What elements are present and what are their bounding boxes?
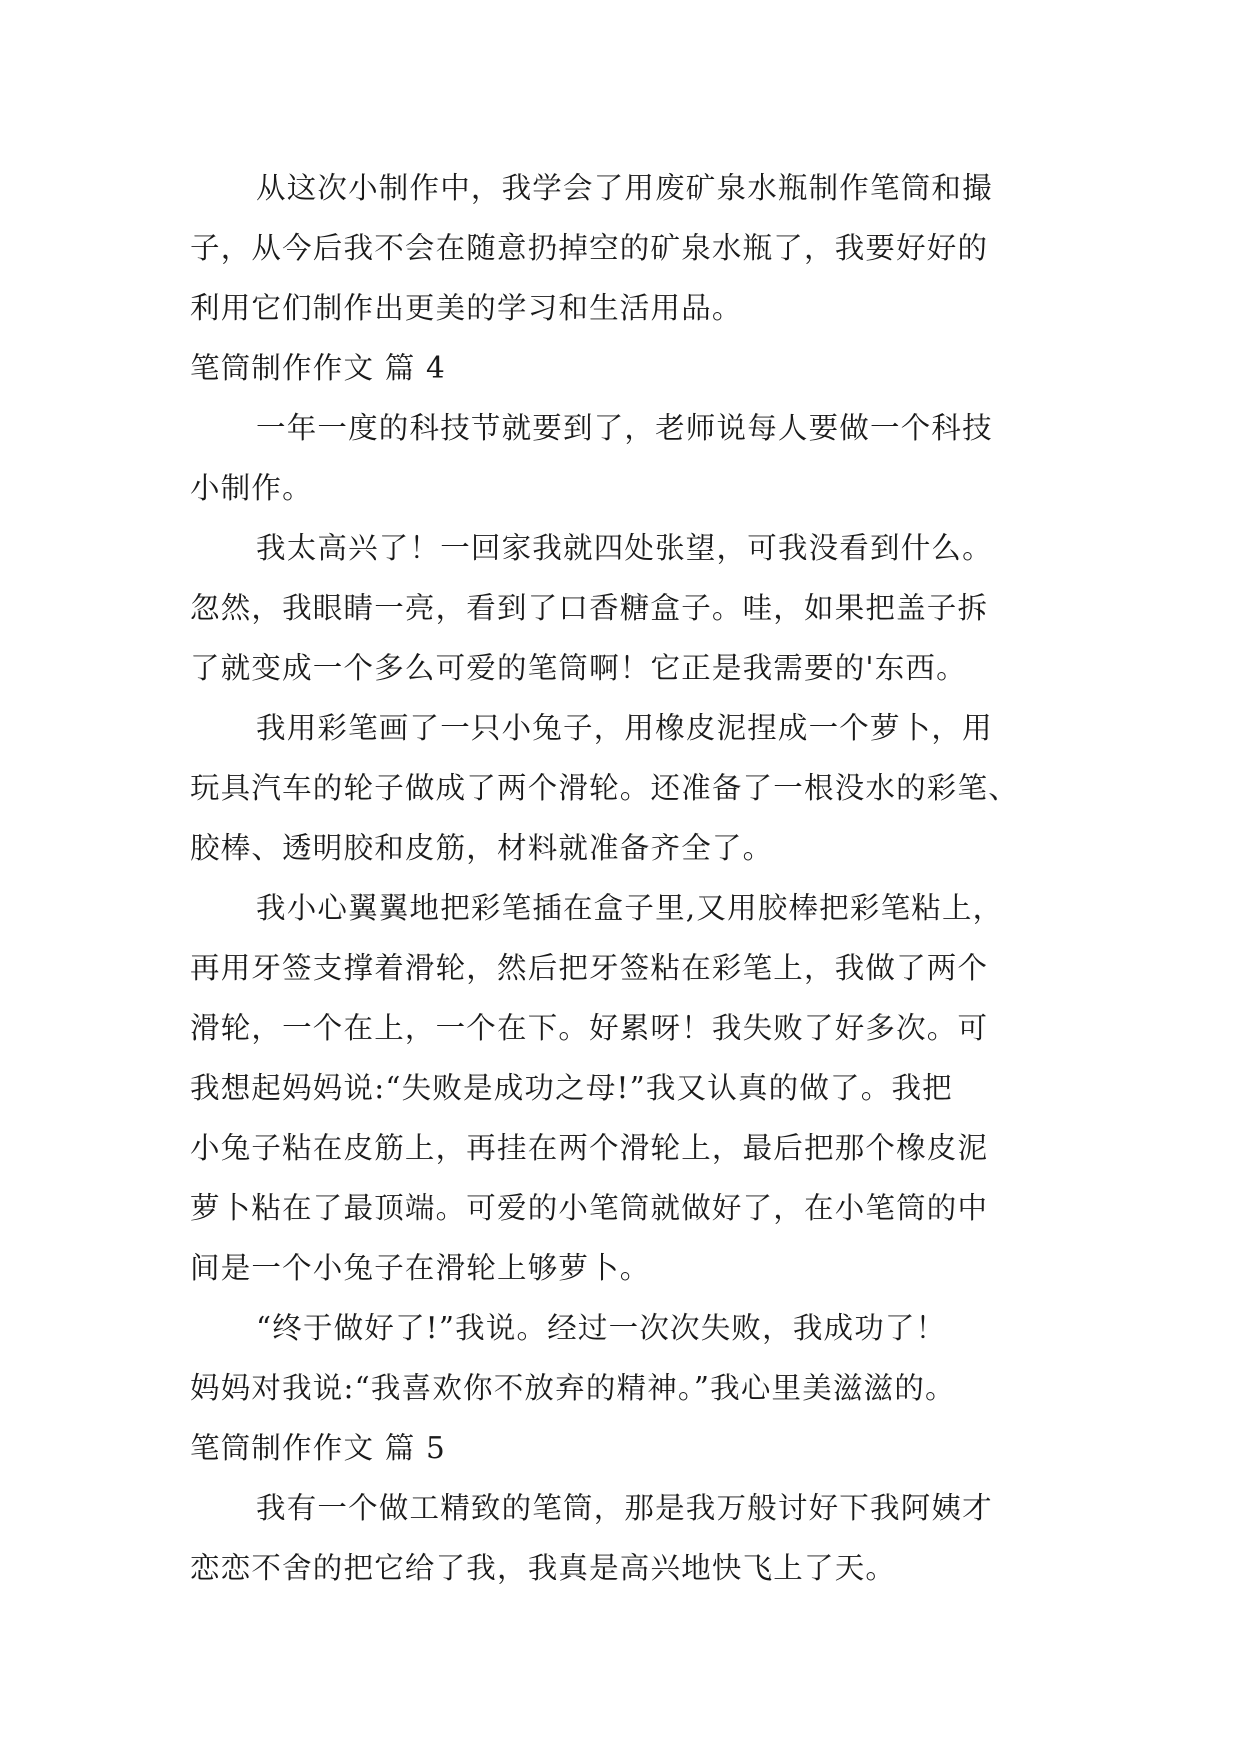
paragraph-line: 再用牙签支撑着滑轮，然后把牙签粘在彩笔上，我做了两个 (190, 951, 989, 985)
paragraph-line: 萝卜粘在了最顶端。可爱的小笔筒就做好了，在小笔筒的中 (190, 1191, 989, 1225)
paragraph-line: 恋恋不舍的把它给了我，我真是高兴地快飞上了天。 (190, 1551, 897, 1585)
paragraph-line: 小制作。 (190, 471, 313, 505)
paragraph-line: 从这次小制作中，我学会了用废矿泉水瓶制作笔筒和撮 (256, 171, 993, 205)
paragraph-line: 我用彩笔画了一只小兔子，用橡皮泥捏成一个萝卜，用 (256, 711, 993, 745)
paragraph-line: “终于做好了!”我说。经过一次次失败，我成功了！ (256, 1311, 947, 1345)
paragraph-line: 玩具汽车的轮子做成了两个滑轮。还准备了一根没水的彩笔、 (190, 771, 1019, 805)
paragraph-line: 妈妈对我说:“我喜欢你不放弃的精神。”我心里美滋滋的。 (190, 1371, 956, 1405)
paragraph-line: 间是一个小兔子在滑轮上够萝卜。 (190, 1251, 651, 1285)
document-body (190, 158, 1050, 1598)
paragraph-line: 子，从今后我不会在随意扔掉空的矿泉水瓶了，我要好好的 (190, 231, 989, 265)
paragraph-line: 滑轮，一个在上，一个在下。好累呀！我失败了好多次。可 (190, 1011, 989, 1045)
paragraph-line: 一年一度的科技节就要到了，老师说每人要做一个科技 (256, 411, 993, 445)
paragraph-line: 我太高兴了！一回家我就四处张望，可我没看到什么。 (256, 531, 993, 565)
paragraph-line: 了就变成一个多么可爱的笔筒啊！它正是我需要的'东西。 (190, 651, 967, 685)
paragraph-line: 小兔子粘在皮筋上，再挂在两个滑轮上，最后把那个橡皮泥 (190, 1131, 989, 1165)
section-heading: 笔筒制作作文 篇 5 (190, 1431, 447, 1465)
paragraph-line: 我想起妈妈说:“失败是成功之母!”我又认真的做了。我把 (190, 1071, 953, 1105)
paragraph-line: 胶棒、透明胶和皮筋，材料就准备齐全了。 (190, 831, 774, 865)
paragraph-line: 我小心翼翼地把彩笔插在盒子里,又用胶棒把彩笔粘上， (256, 891, 1004, 925)
paragraph-line: 利用它们制作出更美的学习和生活用品。 (190, 291, 743, 325)
section-heading: 笔筒制作作文 篇 4 (190, 351, 447, 385)
paragraph-line: 我有一个做工精致的笔筒，那是我万般讨好下我阿姨才 (256, 1491, 993, 1525)
paragraph-line: 忽然，我眼睛一亮，看到了口香糖盒子。哇，如果把盖子拆 (190, 591, 989, 625)
